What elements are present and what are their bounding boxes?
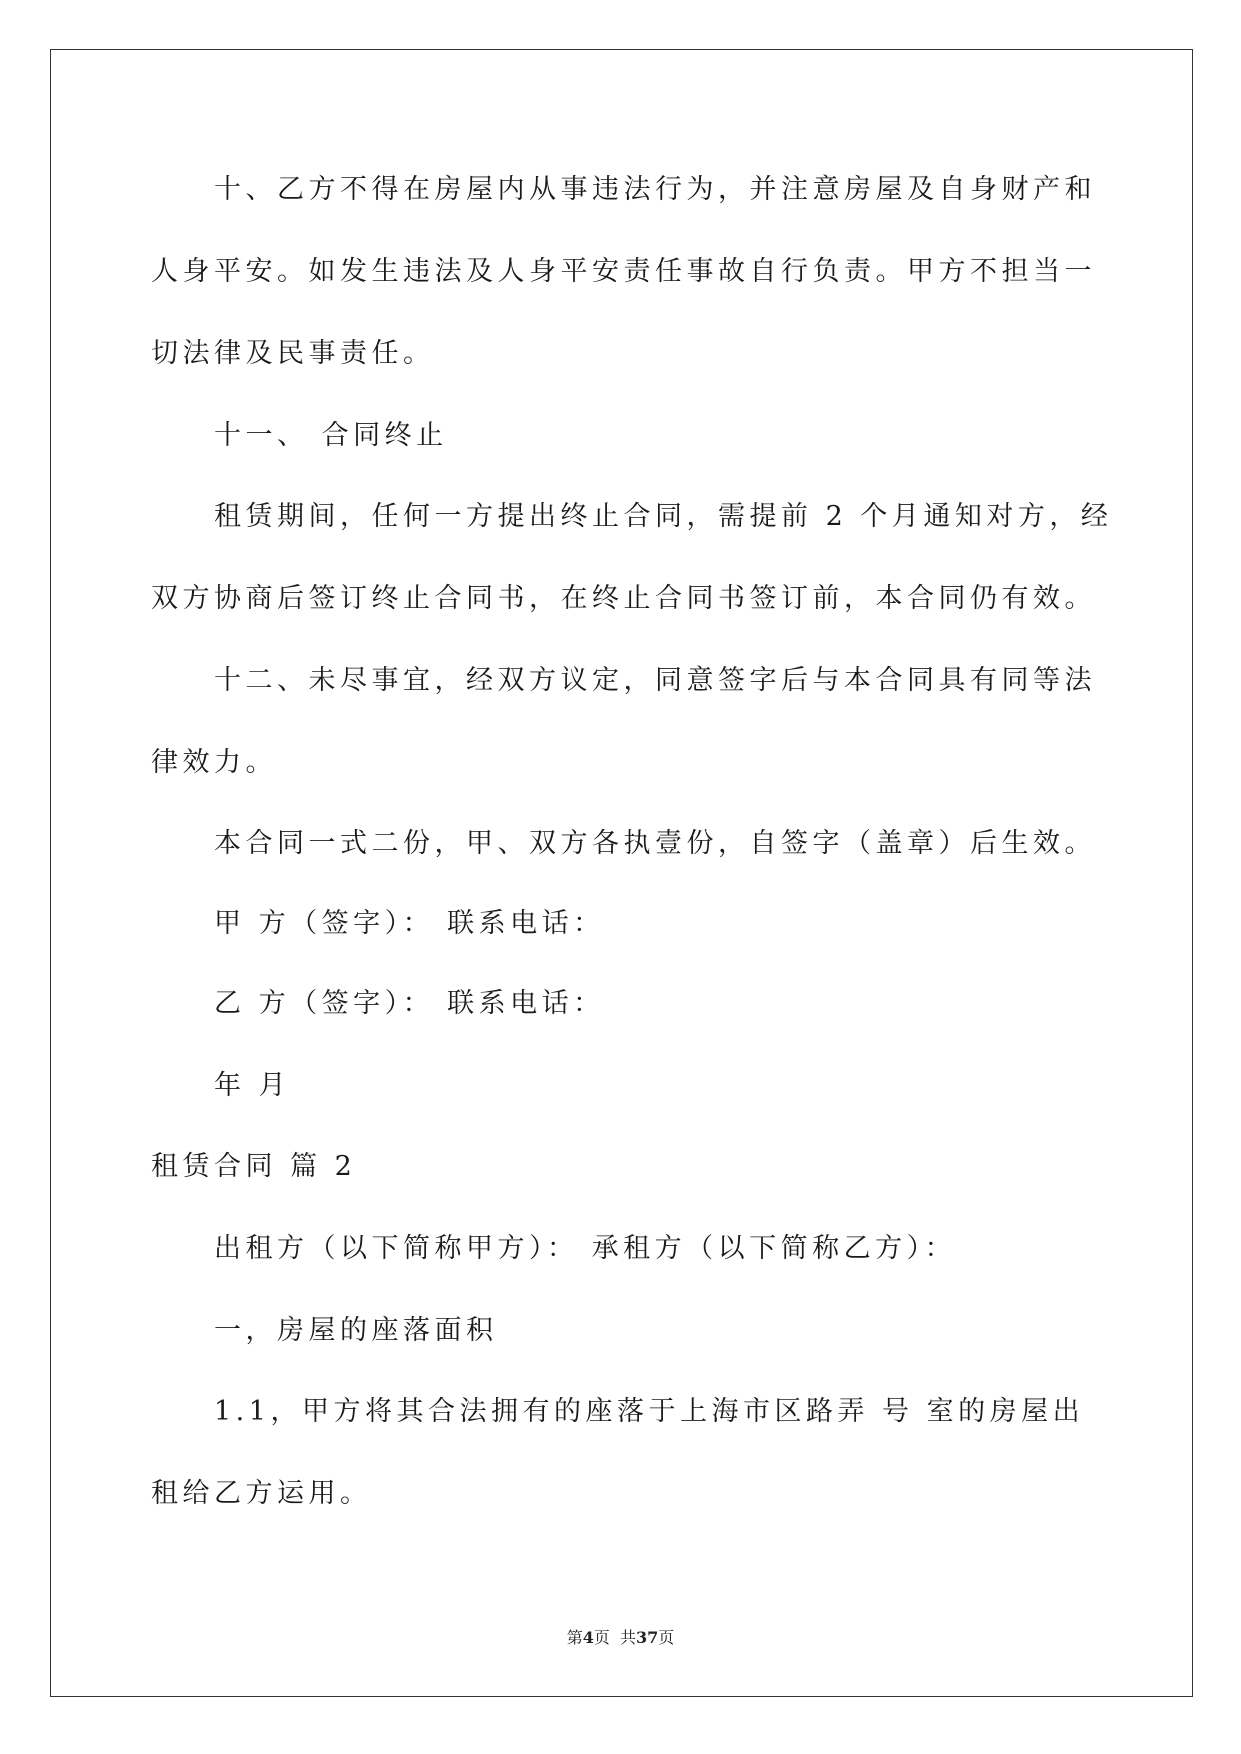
paragraph-line: 切法律及民事责任。 [151, 338, 435, 369]
page-border [50, 49, 1193, 1697]
paragraph-line: 人身平安。如发生违法及人身平安责任事故自行负责。甲方不担当一 [151, 256, 1096, 287]
paragraph-line: 律效力。 [151, 747, 277, 778]
page-footer [0, 1625, 1241, 1648]
footer-mid: 页 共 [593, 1628, 637, 1647]
paragraph-line: 本合同一式二份，甲、双方各执壹份，自签字（盖章）后生效。 [214, 828, 1096, 859]
date-line: 年 月 [214, 1070, 291, 1101]
signature-line-party-a: 甲 方（签字）： 联系电话： [214, 908, 605, 939]
document-title: 租赁合同 篇 2 [151, 1151, 357, 1182]
current-page-number: 4 [582, 1628, 594, 1647]
section-heading: 一，房屋的座落面积 [214, 1315, 498, 1346]
signature-line-party-b: 乙 方（签字）： 联系电话： [214, 988, 605, 1019]
paragraph-line: 十、乙方不得在房屋内从事违法行为，并注意房屋及自身财产和 [214, 174, 1096, 205]
paragraph-line: 租给乙方运用。 [151, 1478, 372, 1509]
footer-suffix: 页 [658, 1628, 675, 1647]
section-heading: 十一、 合同终止 [214, 420, 448, 451]
footer-prefix: 第 [566, 1628, 583, 1647]
paragraph-line: 十二、未尽事宜，经双方议定，同意签字后与本合同具有同等法 [214, 665, 1096, 696]
paragraph-line: 双方协商后签订终止合同书，在终止合同书签订前，本合同仍有效。 [151, 583, 1096, 614]
paragraph-line: 租赁期间，任何一方提出终止合同，需提前 2 个月通知对方，经 [214, 501, 1113, 532]
paragraph-line: 1.1，甲方将其合法拥有的座落于上海市区路弄 号 室的房屋出 [214, 1396, 1085, 1427]
parties-line: 出租方（以下简称甲方）： 承租方（以下简称乙方）： [214, 1233, 957, 1264]
total-page-number: 37 [636, 1628, 659, 1647]
